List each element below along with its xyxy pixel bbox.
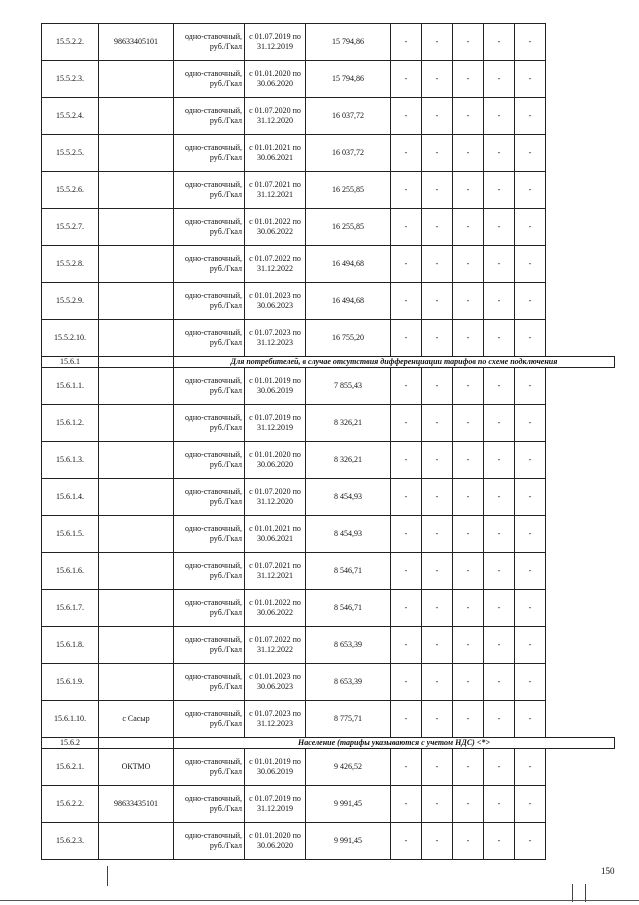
empty-value-cell: - — [422, 405, 453, 442]
empty-value-cell: - — [453, 627, 484, 664]
period-start: с 01.07.2021 по — [249, 180, 301, 189]
table-row — [42, 283, 615, 320]
empty-value-cell: - — [515, 98, 546, 135]
empty-value-cell: - — [453, 442, 484, 479]
row-id-cell: 15.5.2.9. — [42, 283, 99, 320]
empty-value-cell: - — [422, 664, 453, 701]
empty-value-cell: - — [484, 553, 515, 590]
empty-value-cell: - — [515, 368, 546, 405]
period-end: 31.12.2023 — [257, 719, 293, 728]
row-id-cell: 15.5.2.4. — [42, 98, 99, 135]
unit-cell: одно-ставочный, руб./Гкал — [174, 246, 245, 283]
section-id-cell: 15.6.1 — [42, 357, 99, 368]
unit-cell: одно-ставочный, руб./Гкал — [174, 368, 245, 405]
tariff-value-cell: 16 494,68 — [306, 246, 391, 283]
empty-value-cell: - — [453, 786, 484, 823]
unit-cell: одно-ставочный, руб./Гкал — [174, 405, 245, 442]
tariff-value-cell: 8 546,71 — [306, 590, 391, 627]
territory-cell — [99, 553, 174, 590]
period-cell — [245, 479, 306, 516]
empty-value-cell: - — [422, 823, 453, 860]
unit-cell: одно-ставочный, руб./Гкал — [174, 786, 245, 823]
empty-value-cell: - — [453, 590, 484, 627]
row-id-cell: 15.6.2.2. — [42, 786, 99, 823]
period-cell — [245, 320, 306, 357]
period-cell — [245, 209, 306, 246]
period-start: с 01.01.2023 по — [249, 672, 301, 681]
empty-value-cell: - — [484, 320, 515, 357]
table-row — [42, 98, 615, 135]
table-row — [42, 172, 615, 209]
unit-cell: одно-ставочный, руб./Гкал — [174, 749, 245, 786]
table-row — [42, 553, 615, 590]
empty-value-cell: - — [422, 320, 453, 357]
empty-value-cell: - — [515, 627, 546, 664]
empty-value-cell: - — [391, 627, 422, 664]
row-id-cell: 15.6.1.10. — [42, 701, 99, 738]
row-id-cell: 15.5.2.6. — [42, 172, 99, 209]
empty-value-cell: - — [515, 590, 546, 627]
row-id-cell: 15.6.1.4. — [42, 479, 99, 516]
tariff-value-cell: 8 454,93 — [306, 516, 391, 553]
row-id-cell: 15.6.1.1. — [42, 368, 99, 405]
empty-value-cell: - — [391, 664, 422, 701]
unit-cell: одно-ставочный, руб./Гкал — [174, 664, 245, 701]
period-cell — [245, 664, 306, 701]
period-cell — [245, 135, 306, 172]
empty-value-cell: - — [391, 590, 422, 627]
table-row — [42, 135, 615, 172]
row-id-cell: 15.6.1.3. — [42, 442, 99, 479]
period-start: с 01.07.2019 по — [249, 413, 301, 422]
table-row — [42, 246, 615, 283]
territory-cell — [99, 664, 174, 701]
period-end: 30.06.2021 — [257, 534, 293, 543]
period-start: с 01.07.2021 по — [249, 561, 301, 570]
period-cell — [245, 516, 306, 553]
period-end: 31.12.2021 — [257, 190, 293, 199]
period-end: 30.06.2019 — [257, 767, 293, 776]
period-end: 30.06.2023 — [257, 301, 293, 310]
period-end: 31.12.2021 — [257, 571, 293, 580]
empty-value-cell: - — [515, 24, 546, 61]
unit-cell: одно-ставочный, руб./Гкал — [174, 590, 245, 627]
unit-cell: одно-ставочный, руб./Гкал — [174, 98, 245, 135]
empty-value-cell: - — [453, 823, 484, 860]
empty-value-cell: - — [515, 283, 546, 320]
period-end: 30.06.2020 — [257, 460, 293, 469]
empty-value-cell: - — [422, 516, 453, 553]
table-row — [42, 516, 615, 553]
period-end: 31.12.2022 — [257, 264, 293, 273]
period-end: 31.12.2019 — [257, 804, 293, 813]
period-end: 31.12.2020 — [257, 116, 293, 125]
empty-value-cell: - — [484, 749, 515, 786]
territory-cell — [99, 283, 174, 320]
empty-value-cell: - — [391, 24, 422, 61]
empty-value-cell: - — [515, 479, 546, 516]
row-id-cell: 15.5.2.5. — [42, 135, 99, 172]
empty-value-cell: - — [422, 283, 453, 320]
period-start: с 01.01.2020 по — [249, 450, 301, 459]
empty-value-cell: - — [515, 516, 546, 553]
empty-value-cell: - — [453, 209, 484, 246]
empty-value-cell: - — [484, 135, 515, 172]
tariff-value-cell: 8 326,21 — [306, 405, 391, 442]
period-start: с 01.07.2022 по — [249, 254, 301, 263]
empty-value-cell: - — [422, 590, 453, 627]
period-cell — [245, 823, 306, 860]
table-row — [42, 209, 615, 246]
tariff-value-cell: 8 454,93 — [306, 479, 391, 516]
empty-value-cell: - — [484, 283, 515, 320]
tariff-value-cell: 8 546,71 — [306, 553, 391, 590]
table-row — [42, 664, 615, 701]
empty-value-cell: - — [515, 749, 546, 786]
tariff-table-body — [42, 24, 615, 860]
tariff-value-cell: 7 855,43 — [306, 368, 391, 405]
unit-cell: одно-ставочный, руб./Гкал — [174, 516, 245, 553]
empty-value-cell: - — [484, 246, 515, 283]
empty-value-cell: - — [453, 479, 484, 516]
empty-value-cell: - — [484, 786, 515, 823]
period-start: с 01.01.2021 по — [249, 524, 301, 533]
unit-cell: одно-ставочный, руб./Гкал — [174, 701, 245, 738]
tariff-value-cell: 9 991,45 — [306, 786, 391, 823]
territory-cell — [99, 479, 174, 516]
empty-value-cell: - — [453, 135, 484, 172]
period-cell — [245, 283, 306, 320]
empty-value-cell: - — [453, 320, 484, 357]
row-id-cell: 15.5.2.2. — [42, 24, 99, 61]
section-title-cell: Население (тарифы указываются с учетом НДС) <*> — [174, 738, 615, 749]
empty-value-cell: - — [515, 209, 546, 246]
empty-value-cell: - — [422, 368, 453, 405]
row-id-cell: 15.6.1.7. — [42, 590, 99, 627]
tariff-value-cell: 8 653,39 — [306, 664, 391, 701]
unit-cell: одно-ставочный, руб./Гкал — [174, 320, 245, 357]
empty-value-cell: - — [422, 24, 453, 61]
empty-value-cell: - — [453, 172, 484, 209]
period-end: 31.12.2022 — [257, 645, 293, 654]
empty-value-cell: - — [422, 246, 453, 283]
section-header-row — [42, 738, 615, 749]
territory-cell: 98633435101 — [99, 786, 174, 823]
empty-value-cell: - — [422, 98, 453, 135]
empty-value-cell: - — [391, 516, 422, 553]
table-row — [42, 61, 615, 98]
empty-value-cell: - — [391, 786, 422, 823]
empty-value-cell: - — [484, 368, 515, 405]
empty-value-cell: - — [484, 627, 515, 664]
period-cell — [245, 627, 306, 664]
table-row — [42, 405, 615, 442]
table-row — [42, 479, 615, 516]
empty-value-cell: - — [391, 479, 422, 516]
empty-value-cell: - — [515, 172, 546, 209]
unit-cell: одно-ставочный, руб./Гкал — [174, 553, 245, 590]
period-cell — [245, 701, 306, 738]
empty-value-cell: - — [391, 553, 422, 590]
empty-value-cell: - — [453, 368, 484, 405]
period-end: 31.12.2019 — [257, 42, 293, 51]
table-row — [42, 320, 615, 357]
tariff-value-cell: 16 255,85 — [306, 209, 391, 246]
territory-cell — [99, 516, 174, 553]
row-id-cell: 15.6.2.3. — [42, 823, 99, 860]
empty-value-cell: - — [391, 135, 422, 172]
empty-value-cell: - — [484, 24, 515, 61]
empty-value-cell: - — [515, 320, 546, 357]
page-number: 150 — [601, 866, 615, 876]
period-start: с 01.07.2019 по — [249, 32, 301, 41]
unit-cell: одно-ставочный, руб./Гкал — [174, 61, 245, 98]
period-end: 30.06.2019 — [257, 386, 293, 395]
empty-value-cell: - — [453, 24, 484, 61]
empty-value-cell: - — [484, 98, 515, 135]
empty-value-cell: - — [391, 823, 422, 860]
empty-value-cell: - — [515, 135, 546, 172]
empty-value-cell: - — [515, 664, 546, 701]
tariff-value-cell: 16 755,20 — [306, 320, 391, 357]
empty-value-cell: - — [453, 516, 484, 553]
table-row — [42, 823, 615, 860]
empty-value-cell: - — [453, 553, 484, 590]
period-start: с 01.01.2019 по — [249, 376, 301, 385]
territory-cell — [99, 61, 174, 98]
period-cell — [245, 246, 306, 283]
empty-value-cell: - — [422, 61, 453, 98]
period-start: с 01.01.2020 по — [249, 69, 301, 78]
tariff-value-cell: 8 326,21 — [306, 442, 391, 479]
period-cell — [245, 786, 306, 823]
empty-value-cell: - — [391, 172, 422, 209]
territory-cell: с Сасыр — [99, 701, 174, 738]
tariff-value-cell: 9 991,45 — [306, 823, 391, 860]
empty-value-cell: - — [391, 405, 422, 442]
empty-value-cell: - — [422, 701, 453, 738]
empty-value-cell: - — [391, 368, 422, 405]
territory-cell: ОКТМО — [99, 749, 174, 786]
tariff-value-cell: 16 255,85 — [306, 172, 391, 209]
empty-value-cell: - — [515, 246, 546, 283]
period-cell — [245, 24, 306, 61]
empty-value-cell: - — [453, 283, 484, 320]
unit-cell: одно-ставочный, руб./Гкал — [174, 24, 245, 61]
period-start: с 01.07.2023 по — [249, 328, 301, 337]
territory-cell: 98633405101 — [99, 24, 174, 61]
empty-value-cell: - — [453, 664, 484, 701]
row-id-cell: 15.5.2.8. — [42, 246, 99, 283]
period-cell — [245, 405, 306, 442]
period-start: с 01.01.2023 по — [249, 291, 301, 300]
territory-cell — [99, 627, 174, 664]
period-start: с 01.07.2023 по — [249, 709, 301, 718]
empty-value-cell: - — [391, 283, 422, 320]
unit-cell: одно-ставочный, руб./Гкал — [174, 823, 245, 860]
period-start: с 01.01.2022 по — [249, 217, 301, 226]
bottom-border-line — [0, 900, 639, 901]
unit-cell: одно-ставочный, руб./Гкал — [174, 209, 245, 246]
period-start: с 01.01.2021 по — [249, 143, 301, 152]
empty-value-cell: - — [422, 479, 453, 516]
row-id-cell: 15.6.1.2. — [42, 405, 99, 442]
period-cell — [245, 442, 306, 479]
territory-cell — [99, 442, 174, 479]
territory-cell — [99, 823, 174, 860]
period-cell — [245, 172, 306, 209]
empty-value-cell: - — [484, 590, 515, 627]
empty-value-cell: - — [484, 405, 515, 442]
period-end: 31.12.2023 — [257, 338, 293, 347]
empty-value-cell: - — [391, 209, 422, 246]
table-row — [42, 627, 615, 664]
period-start: с 01.07.2020 по — [249, 106, 301, 115]
territory-cell — [99, 368, 174, 405]
empty-value-cell: - — [515, 786, 546, 823]
empty-value-cell: - — [484, 172, 515, 209]
empty-value-cell: - — [422, 553, 453, 590]
territory-cell — [99, 209, 174, 246]
table-row — [42, 786, 615, 823]
period-start: с 01.07.2019 по — [249, 794, 301, 803]
empty-value-cell: - — [515, 405, 546, 442]
period-cell — [245, 98, 306, 135]
section-title-cell: Для потребителей, в случае отсутствия дифференциации тарифов по схеме подключения — [174, 357, 615, 368]
tariff-table — [41, 23, 615, 860]
period-end: 30.06.2022 — [257, 608, 293, 617]
empty-value-cell: - — [515, 823, 546, 860]
period-start: с 01.01.2020 по — [249, 831, 301, 840]
period-start: с 01.07.2020 по — [249, 487, 301, 496]
empty-value-cell: - — [515, 701, 546, 738]
tariff-value-cell: 15 794,86 — [306, 24, 391, 61]
table-row — [42, 24, 615, 61]
territory-cell — [99, 246, 174, 283]
empty-value-cell: - — [484, 664, 515, 701]
unit-cell: одно-ставочный, руб./Гкал — [174, 627, 245, 664]
tariff-value-cell: 16 494,68 — [306, 283, 391, 320]
period-end: 30.06.2022 — [257, 227, 293, 236]
row-id-cell: 15.6.1.5. — [42, 516, 99, 553]
section-id-cell: 15.6.2 — [42, 738, 99, 749]
period-end: 30.06.2020 — [257, 79, 293, 88]
empty-value-cell: - — [484, 701, 515, 738]
table-row — [42, 749, 615, 786]
territory-cell — [99, 590, 174, 627]
period-start: с 01.01.2019 по — [249, 757, 301, 766]
empty-value-cell: - — [515, 442, 546, 479]
empty-value-cell: - — [422, 786, 453, 823]
empty-value-cell: - — [391, 246, 422, 283]
empty-value-cell: - — [391, 61, 422, 98]
period-cell — [245, 368, 306, 405]
territory-cell — [99, 135, 174, 172]
empty-value-cell: - — [422, 135, 453, 172]
empty-value-cell: - — [422, 172, 453, 209]
period-start: с 01.01.2022 по — [249, 598, 301, 607]
section-header-row — [42, 357, 615, 368]
territory-cell — [99, 738, 174, 749]
territory-cell — [99, 357, 174, 368]
period-cell — [245, 61, 306, 98]
empty-value-cell: - — [515, 61, 546, 98]
empty-value-cell: - — [515, 553, 546, 590]
tariff-value-cell: 16 037,72 — [306, 135, 391, 172]
empty-value-cell: - — [391, 98, 422, 135]
row-id-cell: 15.6.1.8. — [42, 627, 99, 664]
period-cell — [245, 749, 306, 786]
empty-value-cell: - — [453, 246, 484, 283]
empty-value-cell: - — [391, 749, 422, 786]
empty-value-cell: - — [453, 98, 484, 135]
period-end: 30.06.2020 — [257, 841, 293, 850]
tariff-value-cell: 9 426,52 — [306, 749, 391, 786]
empty-value-cell: - — [484, 823, 515, 860]
empty-value-cell: - — [484, 61, 515, 98]
territory-cell — [99, 98, 174, 135]
empty-value-cell: - — [422, 749, 453, 786]
tariff-value-cell: 16 037,72 — [306, 98, 391, 135]
empty-value-cell: - — [422, 442, 453, 479]
tariff-value-cell: 15 794,86 — [306, 61, 391, 98]
tariff-value-cell: 8 775,71 — [306, 701, 391, 738]
period-end: 30.06.2021 — [257, 153, 293, 162]
row-id-cell: 15.5.2.3. — [42, 61, 99, 98]
unit-cell: одно-ставочный, руб./Гкал — [174, 172, 245, 209]
empty-value-cell: - — [484, 442, 515, 479]
empty-value-cell: - — [453, 701, 484, 738]
table-row — [42, 701, 615, 738]
row-id-cell: 15.5.2.10. — [42, 320, 99, 357]
territory-cell — [99, 320, 174, 357]
period-end: 31.12.2020 — [257, 497, 293, 506]
unit-cell: одно-ставочный, руб./Гкал — [174, 135, 245, 172]
row-id-cell: 15.6.1.6. — [42, 553, 99, 590]
empty-value-cell: - — [422, 627, 453, 664]
empty-value-cell: - — [422, 209, 453, 246]
scan-artifact-line — [107, 866, 108, 886]
empty-value-cell: - — [484, 479, 515, 516]
tariff-value-cell: 8 653,39 — [306, 627, 391, 664]
empty-value-cell: - — [453, 749, 484, 786]
empty-value-cell: - — [484, 209, 515, 246]
empty-value-cell: - — [391, 320, 422, 357]
unit-cell: одно-ставочный, руб./Гкал — [174, 442, 245, 479]
period-end: 31.12.2019 — [257, 423, 293, 432]
period-end: 30.06.2023 — [257, 682, 293, 691]
period-cell — [245, 553, 306, 590]
empty-value-cell: - — [453, 405, 484, 442]
period-cell — [245, 590, 306, 627]
territory-cell — [99, 172, 174, 209]
table-row — [42, 442, 615, 479]
empty-value-cell: - — [391, 442, 422, 479]
empty-value-cell: - — [484, 516, 515, 553]
period-start: с 01.07.2022 по — [249, 635, 301, 644]
unit-cell: одно-ставочный, руб./Гкал — [174, 479, 245, 516]
unit-cell: одно-ставочный, руб./Гкал — [174, 283, 245, 320]
empty-value-cell: - — [453, 61, 484, 98]
row-id-cell: 15.5.2.7. — [42, 209, 99, 246]
table-row — [42, 590, 615, 627]
territory-cell — [99, 405, 174, 442]
table-row — [42, 368, 615, 405]
empty-value-cell: - — [391, 701, 422, 738]
row-id-cell: 15.6.2.1. — [42, 749, 99, 786]
row-id-cell: 15.6.1.9. — [42, 664, 99, 701]
